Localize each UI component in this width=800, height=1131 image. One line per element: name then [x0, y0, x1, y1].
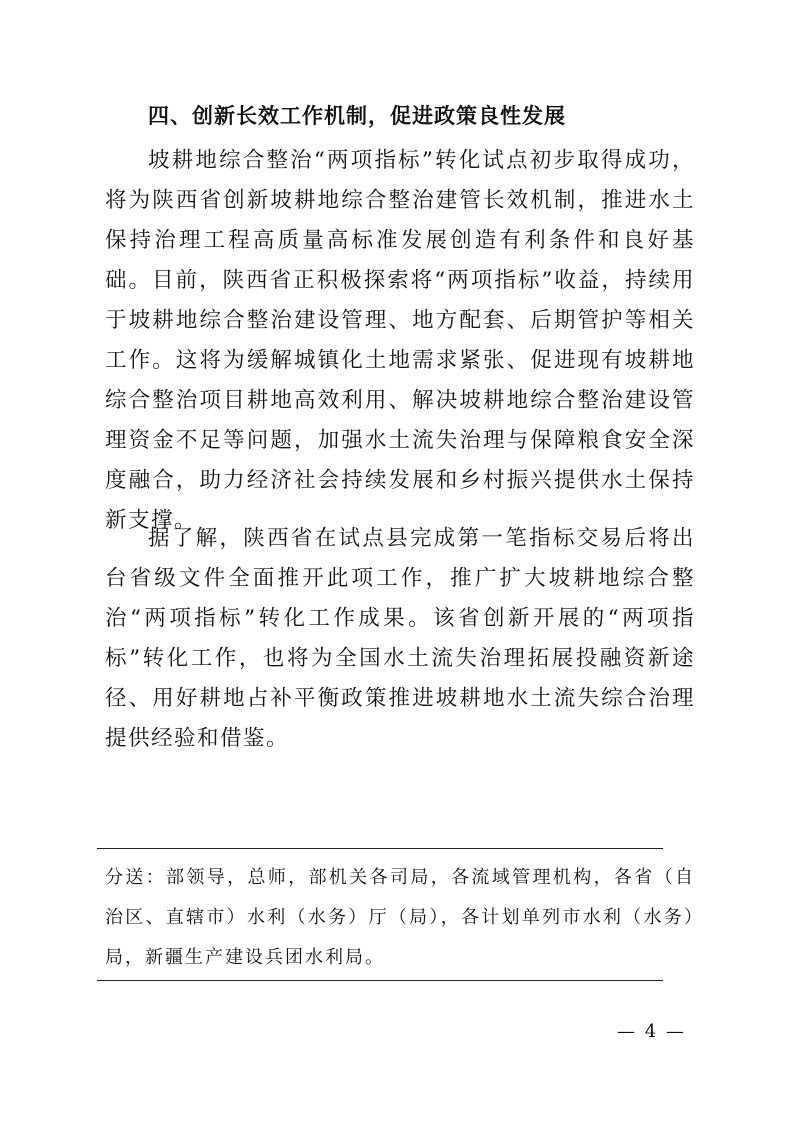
- distribution-list: 分送：部领导，总师，部机关各司局，各流域管理机构，各省（自治区、直辖市）水利（水务）厅（局），各计划单列市水利（水务）局，新疆生产建设兵团水利局。: [105, 867, 695, 968]
- section-heading: 四、创新长效工作机制，促进政策良性发展: [148, 104, 566, 128]
- distribution-top-rule: [97, 848, 663, 849]
- body-paragraph-2: 据了解，陕西省在试点县完成第一笔指标交易后将出台省级文件全面推开此项工作，推广扩大坡耕地综合整治“两项指标”转化工作成果。该省创新开展的“两项指标”转化工作，也将为全国水土流失治理拓展投融资新途径、用好耕地占补平衡政策推进坡耕地水土流失综合治理提供经验和借鉴。: [105, 526, 695, 751]
- distribution-bottom-rule: [97, 980, 663, 981]
- page-number: — 4 —: [617, 1021, 686, 1042]
- body-paragraph-1: 坡耕地综合整治“两项指标”转化试点初步取得成功，将为陕西省创新坡耕地综合整治建管长效机制，推进水土保持治理工程高质量高标准发展创造有利条件和良好基础。目前，陕西省正积极探索将“两项指标”收益，持续用于坡耕地综合整治建设管理、地方配套、后期管护等相关工作。这将为缓解城镇化土地需求紧张、促进现有坡耕地综合整治项目耕地高效利用、解决坡耕地综合整治建设管理资金不足等问题，加强水土流失治理与保障粮食安全深度融合，助力经济社会持续发展和乡村振兴提供水土保持新支撑。: [105, 148, 695, 533]
